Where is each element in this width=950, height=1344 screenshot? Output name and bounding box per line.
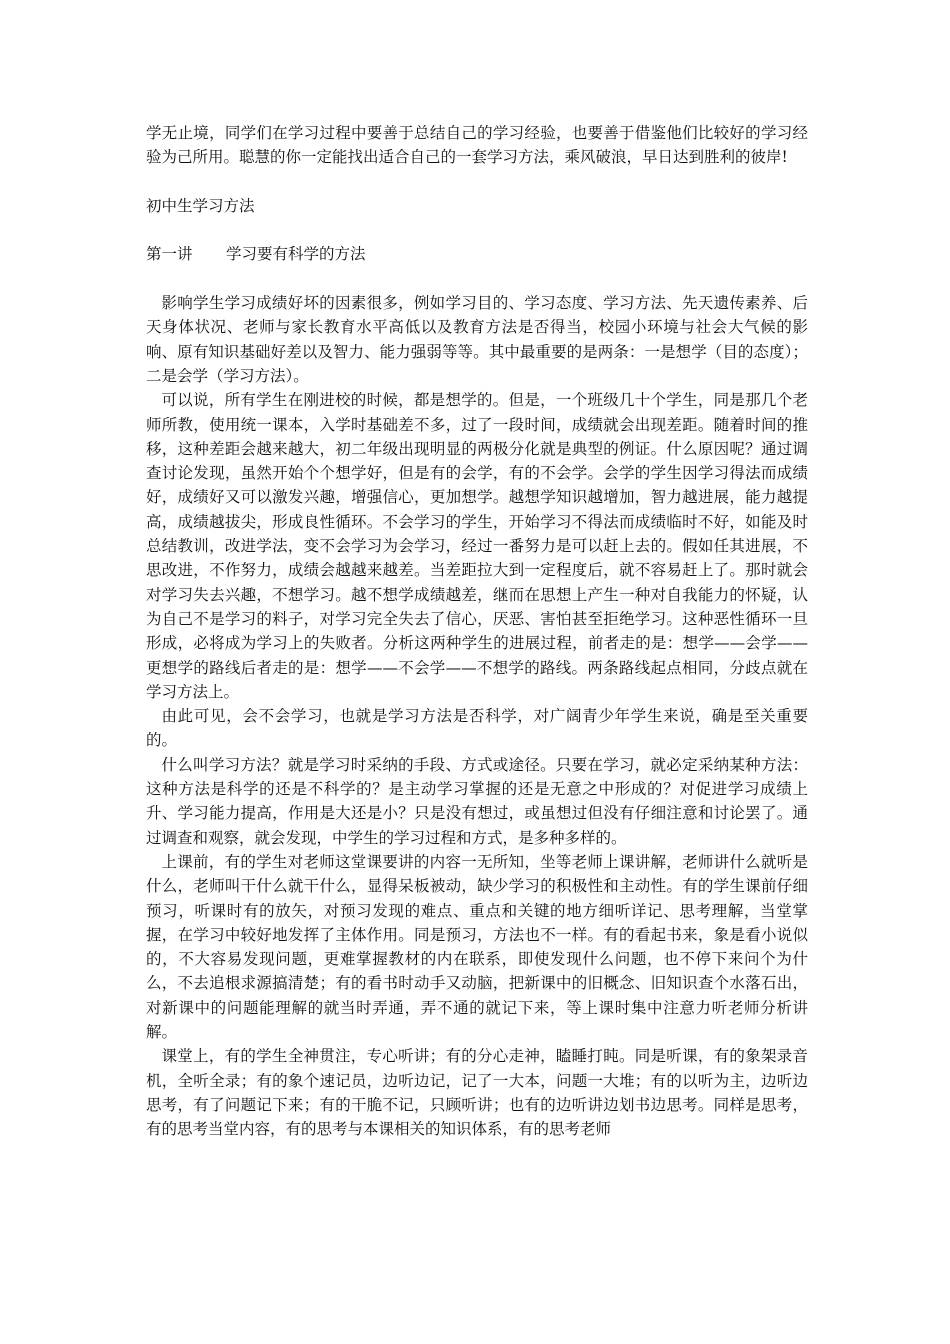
body-paragraph: 什么叫学习方法？就是学习时采纳的手段、方式或途径。只要在学习，就必定采纳某种方法：这种方法是科学的还是不科学的？是主动学习掌握的还是无意之中形成的？对促进学习成绩上升、学习能力提高，作用是大还是小？只是没有想过，或虽想过但没有仔细注意和讨论罢了。通过调查和观察，就会发现，中学生的学习过程和方式，是多种多样的。 bbox=[146, 755, 808, 847]
document-page bbox=[146, 121, 808, 1141]
blank-line bbox=[146, 267, 808, 291]
body-paragraph: 由此可见，会不会学习，也就是学习方法是否科学，对广阔青少年学生来说，确是至关重要的。 bbox=[146, 707, 808, 750]
body-paragraph: 课堂上，有的学生全神贯注，专心听讲；有的分心走神，瞌睡打盹。同是听课，有的象架录音机，全听全录；有的象个速记员，边听边记，记了一大本，问题一大堆；有的以听为主，边听边思考，有了问题记下来；有的干脆不记，只顾听讲；也有的边听讲边划书边思考。同样是思考，有的思考当堂内容，有的思考与本课相关的知识体系，有的思考老师 bbox=[146, 1047, 808, 1139]
intro-paragraph: 学无止境，同学们在学习过程中要善于总结自己的学习经验，也要善于借鉴他们比较好的学习经验为己所用。聪慧的你一定能找出适合自己的一套学习方法，乘风破浪，早日达到胜利的彼岸! bbox=[146, 124, 808, 167]
lecture-number: 第一讲 bbox=[146, 245, 193, 264]
body-paragraph: 上课前，有的学生对老师这堂课要讲的内容一无所知，坐等老师上课讲解，老师讲什么就听是什么，老师叫干什么就干什么，显得呆板被动，缺少学习的积极性和主动性。有的学生课前仔细预习，听课时有的放矢，对预习发现的难点、重点和关键的地方细听详记、思考理解，当堂掌握，在学习中较好地发挥了主体作用。同是预习，方法也不一样。有的看起书来，象是看小说似的，不大容易发现问题，更难掌握教材的内在联系，即使发现什么问题，也不停下来问个为什么，不去追根求源搞清楚；有的看书时动手又动脑，把新课中的旧概念、旧知识查个水落石出，对新课中的问题能理解的就当时弄通，弄不通的就记下来，等上课时集中注意力听老师分析讲解。 bbox=[146, 852, 808, 1041]
section-title: 初中生学习方法 bbox=[146, 196, 255, 215]
body-paragraph: 可以说，所有学生在刚进校的时候，都是想学的。但是，一个班级几十个学生，同是那几个老师所教，使用统一课本，入学时基础差不多，过了一段时间，成绩就会出现差距。随着时间的推移，这种差距会越来越大，初二年级出现明显的两极分化就是典型的例证。什么原因呢？通过调查讨论发现，虽然开始个个想学好，但是有的会学，有的不会学。会学的学生因学习得法而成绩好，成绩好又可以激发兴趣，增强信心，更加想学。越想学知识越增加，智力越进展，能力越提高，成绩越拔尖，形成良性循环。不会学习的学生，开始学习不得法而成绩临时不好，如能及时总结教训，改进学法，变不会学习为会学习，经过一番努力是可以赶上去的。假如任其进展，不思改进，不作努力，成绩会越越来越差。当差距拉大到一定程度后，就不容易赶上了。那时就会对学习失去兴趣，不想学习。越不想学成绩越差，继而在思想上产生一种对自我能力的怀疑，认为自己不是学习的料子，对学习完全失去了信心，厌恶、害怕甚至拒绝学习。这种恶性循环一旦形成，必将成为学习上的失败者。分析这两种学生的进展过程，前者走的是：想学——会学——更想学的路线后者走的是：想学——不会学——不想学的路线。两条路线起点相同，分歧点就在学习方法上。 bbox=[146, 391, 808, 701]
blank-line bbox=[146, 170, 808, 194]
lecture-title: 学习要有科学的方法 bbox=[226, 245, 366, 264]
body-paragraph: 影响学生学习成绩好坏的因素很多，例如学习目的、学习态度、学习方法、先天遗传素养、后天身体状况、老师与家长教育水平高低以及教育方法是否得当，校园小环境与社会大气候的影响、原有知识基础好差以及智力、能力强弱等等。其中最重要的是两条：一是想学（目的态度）；二是会学（学习方法）。 bbox=[146, 294, 808, 385]
lecture-heading bbox=[146, 242, 808, 266]
blank-line bbox=[146, 218, 808, 242]
